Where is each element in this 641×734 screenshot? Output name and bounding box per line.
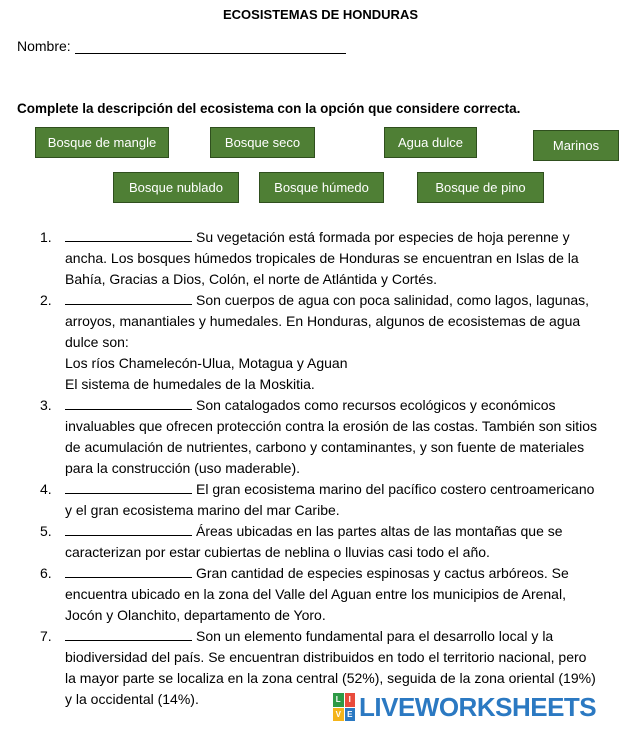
item-extra-line: El sistema de humedales de la Moskitia. xyxy=(65,376,315,392)
instructions: Complete la descripción del ecosistema con la opción que considere correcta. xyxy=(17,101,521,116)
item-text: Son un elemento fundamental para el desarrollo local y la biodiversidad del país. Se encuentran distribuidos en todo el territorio nacional, pero la mayor parte se localiza en la zona central (52%), seguida de la zona oriental (19%) y la occidental (14%). xyxy=(65,628,596,707)
item-number: 3. xyxy=(40,397,52,413)
item-number: 7. xyxy=(40,628,52,644)
question-item-1 xyxy=(40,227,600,290)
answer-blank-4[interactable] xyxy=(65,479,192,494)
option-marinos[interactable]: Marinos xyxy=(533,130,619,161)
item-text: Gran cantidad de especies espinosas y cactus arbóreos. Se encuentra ubicado en la zona del Valle del Aguan entre los municipios de Arenal, Jocón y Olanchito, departamento de Yoro. xyxy=(65,565,569,623)
question-item-6 xyxy=(40,563,600,626)
name-row xyxy=(17,38,346,54)
item-text: Son cuerpos de agua con poca salinidad, como lagos, lagunas, arroyos, manantiales y humedales. En Honduras, algunos de ecosistemas de agua dulce son: xyxy=(65,292,590,350)
option-bosque-humedo[interactable]: Bosque húmedo xyxy=(259,172,384,203)
answer-blank-7[interactable] xyxy=(65,626,192,641)
item-number: 6. xyxy=(40,565,52,581)
name-label: Nombre: xyxy=(17,38,71,54)
liveworksheets-logo xyxy=(333,690,596,724)
question-list xyxy=(40,227,600,710)
answer-blank-6[interactable] xyxy=(65,563,192,578)
option-bosque-seco[interactable]: Bosque seco xyxy=(210,127,315,158)
item-number: 1. xyxy=(40,229,52,245)
item-text: Su vegetación está formada por especies de hoja perenne y ancha. Los bosques húmedos tropicales de Honduras se encuentran en Islas de la Bahía, Gracias a Dios, Colón, el norte de Atlántida y Cortés. xyxy=(65,229,579,287)
answer-blank-5[interactable] xyxy=(65,521,192,536)
question-item-5 xyxy=(40,521,600,563)
item-number: 5. xyxy=(40,523,52,539)
question-item-4 xyxy=(40,479,600,521)
answer-blank-1[interactable] xyxy=(65,227,192,242)
item-extra-line: Los ríos Chamelecón-Ulua, Motagua y Aguan xyxy=(65,355,348,371)
option-agua-dulce[interactable]: Agua dulce xyxy=(384,127,477,158)
item-text: Son catalogados como recursos ecológicos y económicos invaluables que ofrecen protección contra la erosión de las costas. También son sitios de acumulación de nutrientes, carbono y contaminantes, y son fuente de materiales para la construcción (uso maderable). xyxy=(65,397,598,476)
item-text: El gran ecosistema marino del pacífico costero centroamericano y el gran ecosistema marino del mar Caribe. xyxy=(65,481,595,518)
brand-name: LIVEWORKSHEETS xyxy=(359,691,597,722)
page-title: ECOSISTEMAS DE HONDURAS xyxy=(222,7,419,22)
name-field[interactable] xyxy=(75,39,346,54)
question-item-2 xyxy=(40,290,600,395)
logo-mark-icon: L I V E xyxy=(333,693,355,721)
option-bosque-nublado[interactable]: Bosque nublado xyxy=(113,172,239,203)
question-item-3 xyxy=(40,395,600,479)
item-number: 2. xyxy=(40,292,52,308)
answer-blank-2[interactable] xyxy=(65,290,192,305)
item-number: 4. xyxy=(40,481,52,497)
option-bosque-de-pino[interactable]: Bosque de pino xyxy=(417,172,544,203)
answer-blank-3[interactable] xyxy=(65,395,192,410)
item-text: Áreas ubicadas en las partes altas de las montañas que se caracterizan por estar cubiertas de neblina o lluvias casi todo el año. xyxy=(65,523,563,560)
option-bosque-de-mangle[interactable]: Bosque de mangle xyxy=(35,127,169,158)
